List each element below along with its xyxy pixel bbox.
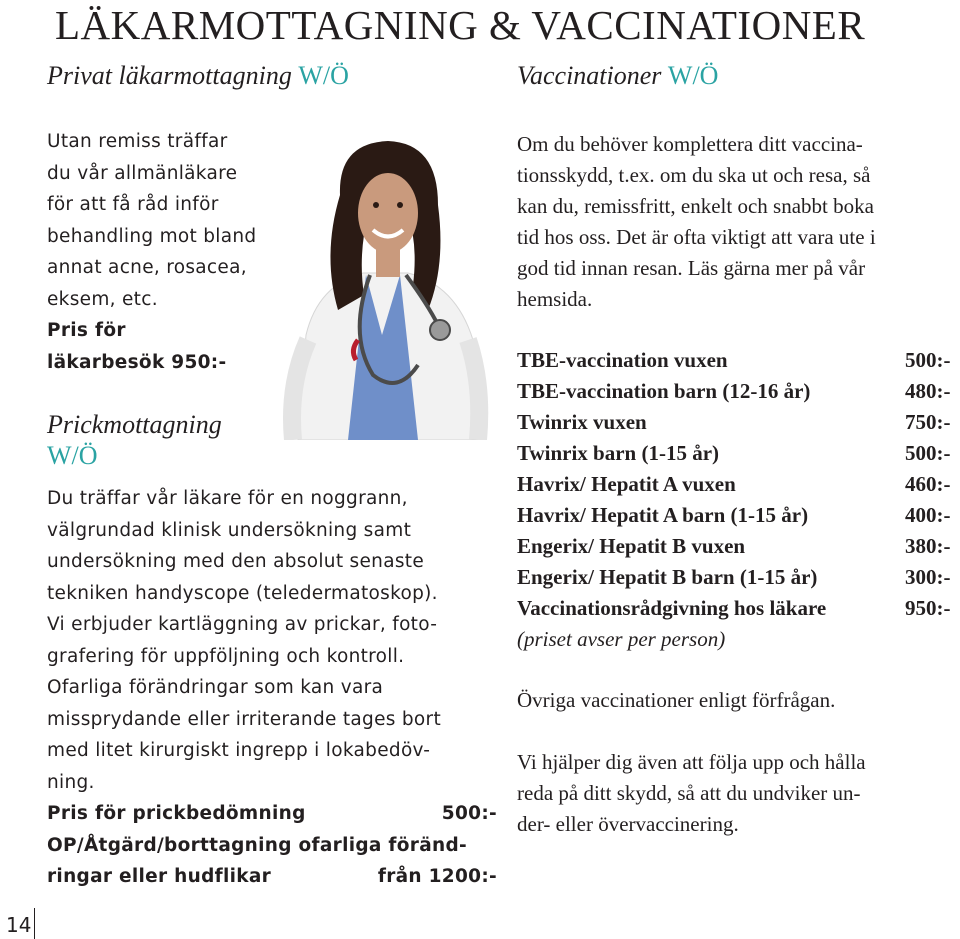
vaccine-price: 750:- — [905, 410, 951, 434]
page-number-divider — [34, 908, 35, 939]
vaccine-price: 500:- — [905, 348, 951, 372]
heading-location: W/Ö — [667, 61, 719, 90]
vaccination-intro — [517, 129, 957, 315]
vaccine-name: TBE-vaccination vuxen — [517, 348, 728, 372]
section-heading-doctor — [47, 60, 349, 92]
vaccine-price: 500:- — [905, 441, 951, 465]
text-line: välgrundad klinisk undersökning samt — [47, 519, 412, 541]
section-heading-mole-clinic — [47, 409, 222, 471]
text-line: eksem, etc. — [47, 288, 158, 310]
text-line: annat acne, rosacea, — [47, 257, 247, 278]
price-line: läkarbesök 950:- — [47, 351, 227, 373]
text-line: missprydande eller irriterande tages bort — [47, 708, 442, 730]
vaccine-name: Havrix/ Hepatit A vuxen — [517, 472, 736, 496]
text-line: tekniken handyscope (teledermatoskop). — [47, 582, 438, 604]
op-line: OP/Åtgärd/borttagning ofarliga föränd- — [47, 834, 467, 856]
vaccine-name: Vaccinationsrådgivning hos läkare — [517, 596, 827, 620]
vaccine-price: 480:- — [905, 379, 951, 403]
mole-clinic-body — [47, 483, 497, 893]
price-row — [517, 562, 957, 593]
doctor-photo — [278, 135, 490, 440]
price-row — [517, 531, 957, 562]
text-line: Vi erbjuder kartläggning av prickar, foto- — [47, 614, 438, 635]
price-line: Pris för — [47, 320, 126, 341]
price-row — [517, 376, 957, 407]
text-line: Du träffar vår läkare för en noggrann, — [47, 488, 408, 509]
text-line: ning. — [47, 771, 95, 793]
text-line: reda på ditt skydd, så att du undviker un- — [517, 781, 861, 805]
op-price-row — [47, 861, 497, 893]
heading-text: Prickmottagning — [47, 410, 222, 439]
other-vaccinations: Övriga vaccinationer enligt förfrågan. — [517, 688, 836, 712]
price-value: från 1200:- — [377, 866, 497, 887]
price-label: ringar eller hudflikar — [47, 866, 272, 887]
price-row — [517, 500, 957, 531]
vaccine-name: Engerix/ Hepatit B vuxen — [517, 534, 746, 558]
mole-price-row — [47, 798, 497, 830]
heading-text: Vaccinationer — [517, 61, 662, 90]
text-line: Utan remiss träffar — [47, 131, 228, 152]
price-row — [517, 469, 957, 500]
text-line: tionsskydd, t.ex. om du ska ut och resa, så — [517, 163, 871, 187]
vaccine-name: Twinrix barn (1-15 år) — [517, 441, 720, 465]
text-line: hemsida. — [517, 287, 593, 311]
text-line: med litet kirurgiskt ingrepp i lokabedöv- — [47, 740, 431, 761]
section-heading-vaccination — [517, 60, 718, 92]
price-label: Pris för prickbedömning — [47, 803, 306, 824]
text-line: der- eller övervaccinering. — [517, 812, 739, 836]
text-line: Ofarliga förändringar som kan vara — [47, 677, 384, 698]
closing-text — [517, 747, 957, 840]
heading-location: W/Ö — [47, 441, 98, 470]
price-row — [517, 593, 957, 624]
text-line: för att få råd inför — [47, 194, 219, 215]
price-row — [517, 407, 957, 438]
price-value: 500:- — [441, 803, 497, 824]
price-row — [517, 438, 957, 469]
text-line: god tid innan resan. Läs gärna mer på vår — [517, 256, 866, 280]
text-line: Om du behöver komplettera ditt vaccina- — [517, 132, 863, 156]
price-note: (priset avser per person) — [517, 627, 726, 651]
text-line: kan du, remissfritt, enkelt och snabbt boka — [517, 194, 874, 218]
text-line: behandling mot bland — [47, 225, 257, 247]
price-row — [517, 345, 957, 376]
vaccine-price: 460:- — [905, 472, 951, 496]
vaccine-name: Havrix/ Hepatit A barn (1-15 år) — [517, 503, 809, 527]
vaccine-price: 950:- — [905, 596, 951, 620]
vaccine-price: 380:- — [905, 534, 951, 558]
text-line: tid hos oss. Det är ofta viktigt att vara ute i — [517, 225, 876, 249]
vaccine-price: 400:- — [905, 503, 951, 527]
heading-location: W/Ö — [298, 61, 349, 90]
text-line: du vår allmänläkare — [47, 162, 238, 184]
page-title: LÄKARMOTTAGNING & VACCINATIONER — [55, 2, 866, 48]
vaccine-price: 300:- — [905, 565, 951, 589]
text-line: Vi hjälper dig även att följa upp och hålla — [517, 750, 866, 774]
text-line: undersökning med den absolut senaste — [47, 551, 425, 572]
vaccine-name: Engerix/ Hepatit B barn (1-15 år) — [517, 565, 818, 589]
text-line: grafering för uppföljning och kontroll. — [47, 645, 405, 667]
page-number: 14 — [6, 913, 32, 937]
heading-text: Privat läkarmottagning — [47, 61, 292, 90]
vaccine-name: TBE-vaccination barn (12-16 år) — [517, 379, 811, 403]
vaccination-price-list — [517, 345, 957, 655]
vaccine-name: Twinrix vuxen — [517, 410, 647, 434]
